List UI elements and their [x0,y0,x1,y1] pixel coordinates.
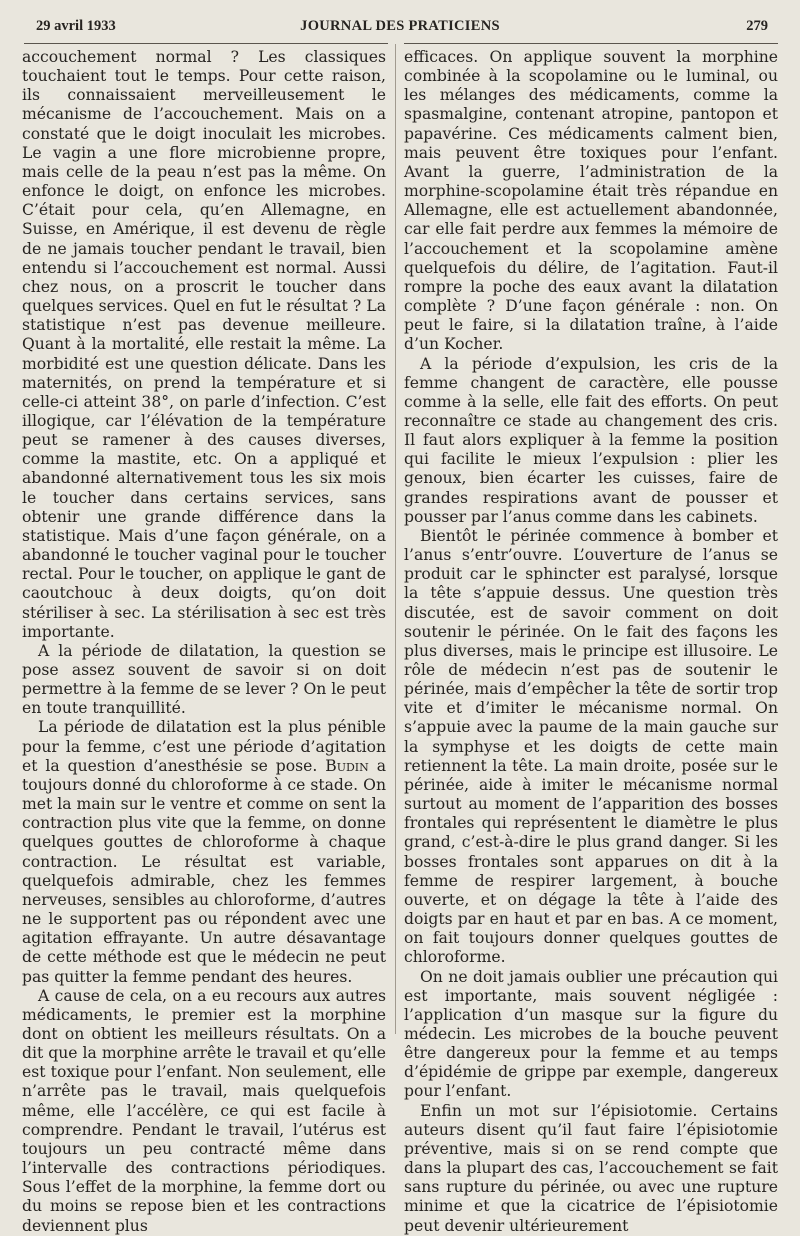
header-rule-left [24,43,388,44]
header-journal-title: JOURNAL DES PRATICIENS [300,18,500,34]
right-paragraph-2: A la période d’expulsion, les cris de la femme changent de caractère, elle pousse comme à la selle, elle fait des efforts. On peut reconnaître ce stade au changement des cris. Il faut alors expliquer à la femme la position qui facilite le mieux l’expulsion : plier les genoux, bien écarter les cuisses, faire de grandes respirations avant de pousser et pousser par l’anus comme dans les cabinets. [404,354,778,526]
left-column [22,48,386,1235]
running-header [22,16,778,38]
left-paragraph-3 [22,718,386,986]
header-date: 29 avril 1933 [36,18,116,34]
right-paragraph-5: Enfin un mot sur l’épisiotomie. Certains auteurs disent qu’il faut faire l’épisiotomie préventive, mais si on se rend compte que dans la plupart des cas, l’accouchement se fait sans rupture du périnée, ou avec une rupture minime et que la cicatrice de l’épisiotomie peut devenir ultérieurement [404,1101,778,1235]
header-page-number: 279 [746,18,768,34]
header-rule-right [404,43,778,44]
left-paragraph-3-end: a toujours donné du chloroforme à ce stade. On met la main sur le ventre et comme on sent la contraction plus vite que la femme, on donne quelques gouttes de chloroforme à chaque contraction. Le résultat est variable, quelquefois admirable, chez les femmes nerveuses, sensibles au chloroforme, d’autres ne le supportent pas ou répondent avec une agitation effrayante. Un autre désavantage de cette méthode est que le médecin ne peut pas quitter la femme pendant des heures. [22,756,386,986]
left-paragraph-3-start: La période de dilatation est la plus pénible pour la femme, c’est une période d’agitation et la question d’anesthésie se pose. [22,718,386,775]
left-paragraph-1: accouchement normal ? Les classiques touchaient tout le temps. Pour cette raison, ils connaissaient merveilleusement le mécanisme de l’accouchement. Mais on a constaté que le doigt inoculait les microbes. Le vagin a une flore microbienne propre, mais celle de la peau n’est pas la même. On enfonce le doigt, on enfonce les microbes. C’était pour cela, qu’en Allemagne, en Suisse, en Amérique, il est devenu de règle de ne jamais toucher pendant le travail, bien entendu si l’accouchement est normal. Aussi chez nous, on a proscrit le toucher dans quelques services. Quel en fut le résultat ? La statistique n’est pas devenue meilleure. Quant à la mortalité, elle restait la même. La morbidité est une question délicate. Dans les maternités, on prend la température et si celle-ci atteint 38°, on parle d’infection. C’est illogique, car l’élévation de la température peut se ramener à des causes diverses, comme la mastite, etc. On a appliqué et abandonné alternativement tous les six mois le toucher dans certains services, sans obtenir une grande différence dans la statistique. Mais d’une façon générale, on a abandonné le toucher vaginal pour le toucher rectal. Pour le toucher, on applique le gant de caoutchouc à deux doigts, qu’on doit stériliser à sec. La stérilisation à sec est très importante. [22,48,386,641]
right-column [404,48,778,1235]
right-paragraph-1: efficaces. On applique souvent la morphine combinée à la scopolamine ou le luminal, ou les mélanges des médicaments, comme la spasmalgine, contenant atropine, pantopon et papavérine. Ces médicaments calment bien, mais peuvent être toxiques pour l’enfant. Avant la guerre, l’administration de la morphine-scopolamine était très répandue en Allemagne, elle est actuellement abandonnée, car elle fait perdre aux femmes la mémoire de l’accouchement et la scopolamine amène quelquefois du délire, de l’agitation. Faut-il rompre la poche des eaux avant la dilatation complète ? D’une façon générale : non. On peut le faire, si la dilatation traîne, à l’aide d’un Kocher. [404,48,778,354]
author-name-budin: Budin [325,756,369,775]
column-divider [395,44,396,1034]
left-paragraph-2: A la période de dilatation, la question se pose assez souvent de savoir si on doit permettre à la femme de se lever ? On le peut en toute tranquillité. [22,641,386,718]
left-paragraph-4: A cause de cela, on a eu recours aux autres médicaments, le premier est la morphine dont on obtient les meilleurs résultats. On a dit que la morphine arrête le travail et qu’elle est toxique pour l’enfant. Non seulement, elle n’arrête pas le travail, mais quelquefois même, elle l’accélère, ce qui est facile à comprendre. Pendant le travail, l’utérus est toujours un peu contracté même dans l’intervalle des contractions périodiques. Sous l’effet de la morphine, la femme dort ou du moins se repose bien et les contractions deviennent plus [22,986,386,1235]
right-paragraph-3: Bientôt le périnée commence à bomber et l’anus s’entr’ouvre. L’ouverture de l’anus se produit car le sphincter est paralysé, lorsque la tête s’appuie dessus. Une question très discutée, est de savoir comment on doit soutenir le périnée. On le fait des façons les plus diverses, mais le principe est illusoire. Le rôle de médecin n’est pas de soutenir le périnée, mais d’empêcher la tête de sortir trop vite et d’imiter le mécanisme normal. On s’appuie avec la paume de la main gauche sur la symphyse et les doigts de cette main retiennent la tête. La main droite, posée sur le périnée, aide à imiter le mécanisme normal surtout au moment de l’apparition des bosses frontales qui représentent le diamètre le plus grand, c’est-à-dire le plus grand danger. Si les bosses frontales sont apparues on dit à la femme de respirer largement, à bouche ouverte, et on dégage la tête à l’aide des doigts par en haut et par en bas. A ce moment, on fait toujours donner quelques gouttes de chloroforme. [404,526,778,967]
right-paragraph-4: On ne doit jamais oublier une précaution qui est importante, mais souvent négligée : l’application d’un masque sur la figure du médecin. Les microbes de la bouche peuvent être dangereux pour la femme et au temps d’épidémie de grippe par exemple, dangereux pour l’enfant. [404,967,778,1101]
